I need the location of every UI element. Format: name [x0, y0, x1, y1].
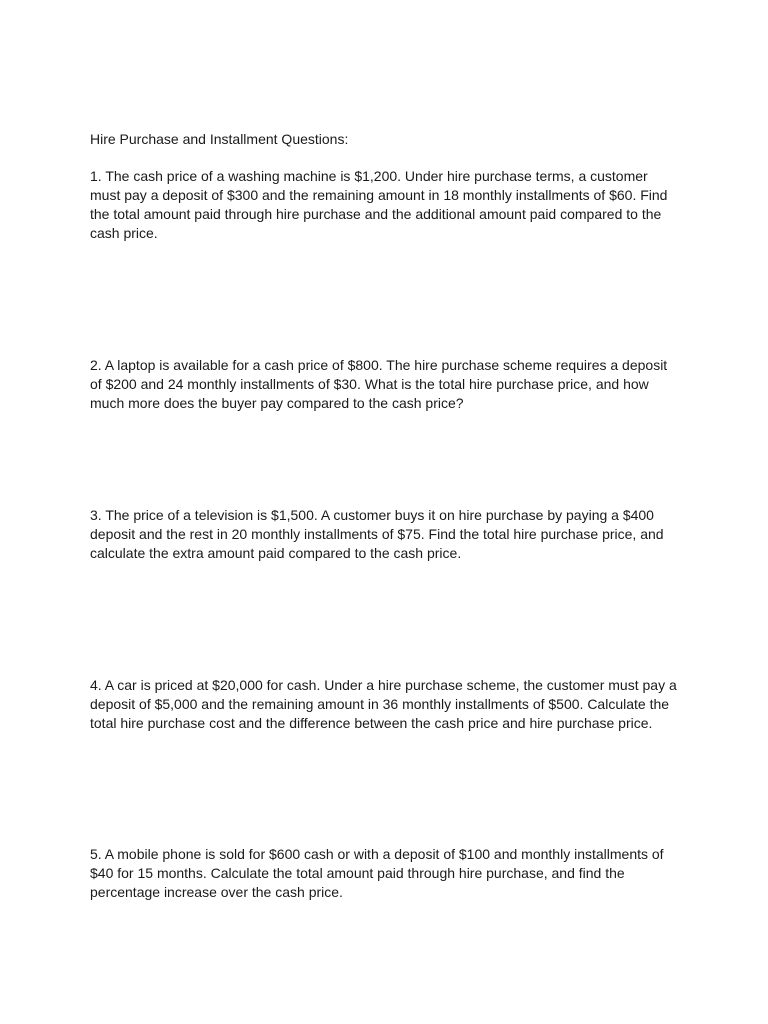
document-title: Hire Purchase and Installment Questions:	[90, 131, 349, 147]
question-2: 2. A laptop is available for a cash price of $800. The hire purchase scheme requires a deposit of $200 and 24 monthly installments of $30. What is the total hire purchase price, and how much more does the buyer pay compared to the cash price?	[90, 357, 668, 411]
question-4: 4. A car is priced at $20,000 for cash. Under a hire purchase scheme, the customer must pay a deposit of $5,000 and the remaining amount in 36 monthly installments of $500. Calculate the total hire purchase cost and the difference between the cash price and hire purchase price.	[90, 677, 677, 731]
question-3: 3. The price of a television is $1,500. A customer buys it on hire purchase by paying a $400 deposit and the rest in 20 monthly installments of $75. Find the total hire purchase price, and calculate the extra amount paid compared to the cash price.	[90, 507, 664, 561]
question-5: 5. A mobile phone is sold for $600 cash or with a deposit of $100 and monthly installments of $40 for 15 months. Calculate the total amount paid through hire purchase, and find the percentage increase over the cash price.	[90, 846, 664, 900]
question-1: 1. The cash price of a washing machine is $1,200. Under hire purchase terms, a customer must pay a deposit of $300 and the remaining amount in 18 monthly installments of $60. Find the total amount paid through hire purchase and the additional amount paid compared to the cash price.	[90, 168, 668, 241]
